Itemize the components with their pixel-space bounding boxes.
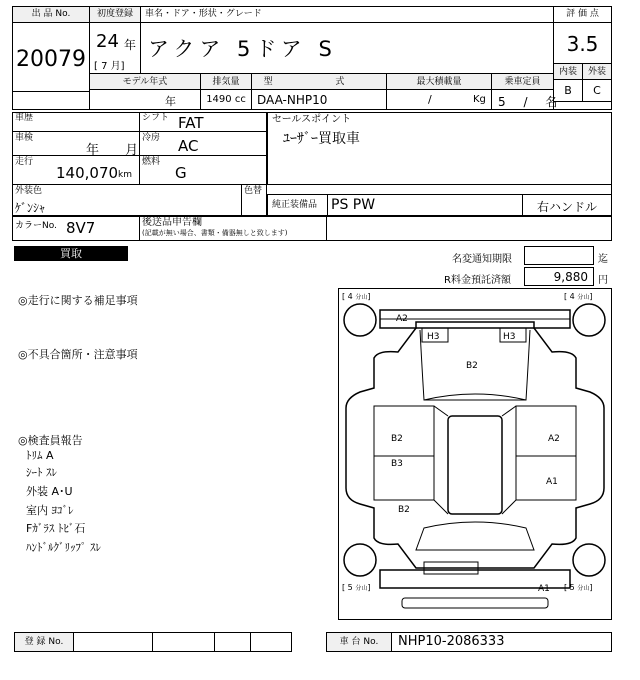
wheel-front-right — [573, 304, 605, 336]
capacity-label: 乗車定員 — [491, 73, 554, 90]
type-label: 型 式 — [251, 73, 387, 90]
reg-no-divider — [214, 632, 215, 652]
reg-no-label: 登 録 No. — [14, 632, 74, 652]
ac-value: AC — [178, 137, 199, 155]
damage-mark: A2 — [396, 314, 408, 324]
first-reg-year-unit: 年 — [124, 38, 137, 52]
ac-label: 冷房 — [142, 133, 161, 143]
first-reg-month: [ 7 月] — [94, 61, 125, 72]
exterior-score: C — [582, 79, 612, 102]
front-right-door — [516, 406, 576, 456]
tire-label-rear-left: [ 5 分山] — [342, 583, 371, 592]
damage-mark: H3 — [427, 332, 440, 342]
mileage-value: 140,070 — [56, 164, 119, 182]
repaint-label: 色替 — [244, 186, 263, 196]
sales-point-value: ﾕｰｻﾞｰ買取車 — [283, 131, 360, 147]
inspector-item: 室内 ﾖｺﾞﾚ — [26, 504, 74, 517]
ext-color-value: ｹﾞﾝｼｬ — [15, 201, 46, 215]
damage-mark: A2 — [548, 434, 560, 444]
first-reg-year: 24 — [96, 31, 119, 52]
mileage-label: 走行 — [15, 157, 34, 167]
deadline-unit: 迄 — [598, 254, 608, 265]
mileage-unit: km — [118, 170, 132, 180]
displacement-label: 排気量 — [200, 73, 252, 90]
model-year-unit: 年 — [165, 95, 176, 108]
damage-mark: A1 — [538, 584, 550, 594]
damage-mark: B2 — [398, 505, 410, 515]
chassis-value: NHP10-2086333 — [398, 634, 505, 649]
front-left-door — [374, 406, 434, 456]
equipment-value: PS PW — [331, 197, 376, 213]
recycle-value: 9,880 — [524, 267, 594, 286]
deadline-value-box — [524, 246, 594, 265]
reg-no-divider — [152, 632, 153, 652]
car-name-label: 車名・ドア・形状・グレード — [140, 6, 554, 23]
type-value: DAA-NHP10 — [251, 89, 387, 110]
damage-mark: H3 — [503, 332, 516, 342]
rear-skirt — [402, 598, 548, 608]
model-year-label: モデル年式 — [89, 73, 201, 90]
tire-label-front-left: [ 4 分山] — [342, 292, 371, 301]
wheel-rear-left — [344, 544, 376, 576]
car-damage-diagram — [338, 288, 612, 620]
documents-label: 後送品申告欄 — [142, 217, 202, 228]
supplementary-heading: ◎走行に関する補足事項 — [18, 294, 138, 307]
tire-label-front-right: [ 4 分山] — [564, 292, 593, 301]
interior-score: B — [553, 79, 583, 102]
reg-no-divider — [250, 632, 251, 652]
purchase-badge: 買取 — [14, 246, 128, 261]
deadline-label: 名変通知期限 — [452, 254, 512, 265]
inspector-heading: ◎検査員報告 — [18, 434, 83, 447]
lot-label: 出 品 No. — [12, 6, 90, 23]
tire-label-rear-right: [ 5 分山] — [564, 583, 593, 592]
max-load-unit: Kg — [473, 94, 486, 105]
car-name-value: アクア 5ドア S — [148, 37, 337, 61]
damage-mark: B2 — [466, 361, 478, 371]
inspection-value: 年 月 — [86, 143, 139, 158]
inspection-label: 車検 — [15, 133, 34, 143]
wheel-front-left — [344, 304, 376, 336]
recycle-label: R料金預託済額 — [444, 275, 511, 286]
color-no-value: 8V7 — [66, 219, 96, 237]
ext-color-box — [12, 184, 242, 216]
inspector-item: 外装 A･U — [26, 485, 73, 498]
color-no-label: カラーNo. — [15, 221, 57, 231]
rear-glass — [416, 522, 534, 550]
displacement-value: 1490 cc — [200, 89, 252, 110]
interior-label: 内装 — [553, 63, 583, 80]
exterior-label: 外装 — [582, 63, 612, 80]
model-year-box — [89, 89, 201, 110]
inspector-item: ﾄﾘﾑ A — [26, 449, 54, 462]
damage-mark: A1 — [546, 477, 558, 487]
handle-value: 右ハンドル — [522, 194, 612, 216]
damage-mark: B2 — [391, 434, 403, 444]
wheel-rear-right — [573, 544, 605, 576]
documents-extra-box — [326, 216, 612, 241]
inspector-item: ｼｰﾄ ｽﾚ — [26, 466, 57, 479]
lot-number: 20079 — [12, 22, 90, 92]
fuel-label: 燃料 — [142, 157, 161, 167]
damage-mark: B3 — [391, 459, 403, 469]
capacity-value: 5 / 名 — [491, 89, 554, 110]
defects-heading: ◎不具合箇所・注意事項 — [18, 348, 138, 361]
shift-label: シフト — [142, 113, 170, 123]
rear-left-door — [374, 456, 434, 500]
fuel-value: G — [175, 164, 187, 182]
history-label: 車歴 — [15, 113, 34, 123]
score-value: 3.5 — [553, 22, 612, 64]
chassis-label: 車 台 No. — [326, 632, 392, 652]
first-reg-label: 初度登録 — [89, 6, 141, 23]
score-label: 評 価 点 — [553, 6, 612, 23]
roof-panel — [448, 416, 502, 514]
recycle-unit: 円 — [598, 275, 608, 286]
inspector-item: Fｶﾞﾗｽ ﾄﾋﾞ石 — [26, 522, 86, 535]
documents-note: (記載が無い場合、書類・備器無しと致します) — [142, 229, 288, 237]
sales-point-label: セールスポイント — [272, 114, 352, 125]
max-load-slash: / — [428, 93, 432, 106]
inspector-item: ﾊﾝﾄﾞﾙｸﾞﾘｯﾌﾟ ｽﾚ — [26, 541, 101, 554]
max-load-label: 最大積載量 — [386, 73, 492, 90]
ext-color-label: 外装色 — [15, 186, 43, 196]
shift-value: FAT — [178, 114, 204, 132]
equipment-label: 純正装備品 — [272, 200, 318, 210]
